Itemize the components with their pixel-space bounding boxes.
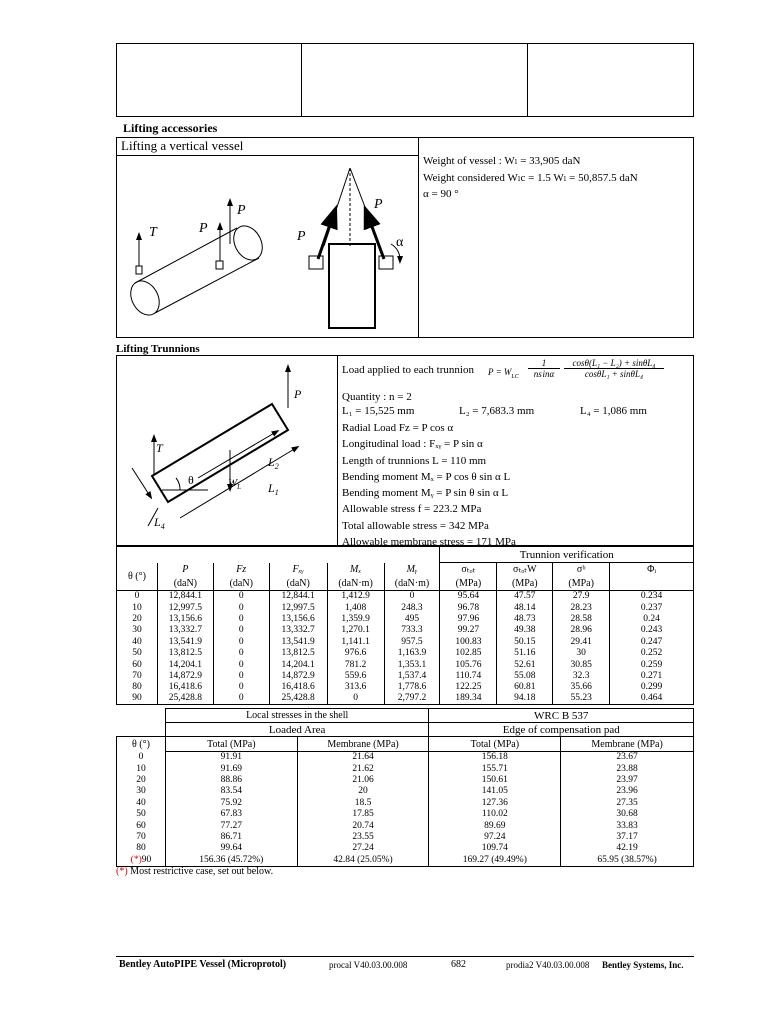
local-cell: 21.62 xyxy=(297,763,429,774)
trunnion-cell: 1,353.1 xyxy=(384,659,440,670)
table-row xyxy=(117,763,694,774)
table-row xyxy=(117,647,694,658)
local-cell: 156.18 xyxy=(429,752,561,763)
trunnion-cell: 0.243 xyxy=(610,625,694,636)
local-theta-header: θ (°) xyxy=(117,737,166,752)
L1-value: L₁ = 15,525 mm xyxy=(342,405,415,417)
local-cell: 17.85 xyxy=(297,808,429,819)
trunnion-cell: 0 xyxy=(213,602,269,613)
trunnion-cell: 13,541.9 xyxy=(269,636,327,647)
trunnion-cell: 0 xyxy=(384,591,440,602)
L2-value: L₂ = 7,683.3 mm xyxy=(459,405,535,417)
footer-page-number: 682 xyxy=(451,959,466,970)
table-row xyxy=(117,682,694,693)
trunnion-unit-1: (daN) xyxy=(157,577,213,591)
table-row xyxy=(117,774,694,785)
trunnion-cell: 12,844.1 xyxy=(269,591,327,602)
trunnion-cell: 733.3 xyxy=(384,625,440,636)
trunnion-cell: 0.259 xyxy=(610,659,694,670)
trunnion-cell: 781.2 xyxy=(327,659,384,670)
local-cell: 20 xyxy=(297,786,429,797)
table-row xyxy=(117,602,694,613)
local-cell: 91.69 xyxy=(165,763,297,774)
trunnion-cell: 40 xyxy=(132,636,142,647)
trunnion-cell: 50.15 xyxy=(497,636,553,647)
local-cell-theta-90 xyxy=(117,854,166,866)
trunnion-cell: 28.23 xyxy=(553,602,610,613)
trunnion-cell: 20 xyxy=(132,613,142,624)
trunnion-cell: 51.16 xyxy=(497,647,553,658)
trunnion-cell: 60 xyxy=(132,659,142,670)
local-cell: 141.05 xyxy=(429,786,561,797)
trunnion-cell: 1,778.6 xyxy=(384,682,440,693)
trunnion-unit-8: (MPa) xyxy=(553,577,610,591)
trunnion-cell: 14,204.1 xyxy=(157,659,213,670)
trunnion-cell: 0 xyxy=(213,613,269,624)
trunnion-unit-5: (daN·m) xyxy=(384,577,440,591)
trunnion-cell: 105.76 xyxy=(440,659,497,670)
quantity: Quantity : n = 2 xyxy=(342,391,412,403)
tr-label-P: P xyxy=(294,387,302,401)
local-cell: 88.86 xyxy=(165,774,297,785)
trunnion-cell: 1,537.4 xyxy=(384,670,440,681)
table-row xyxy=(117,693,694,704)
table-row xyxy=(117,820,694,831)
trunnion-cell: 28.58 xyxy=(553,613,610,624)
load-applied-label: Load applied to each trunnion xyxy=(342,364,474,376)
bending-moment-y: Bending moment Mᵧ = P sin θ sin α L xyxy=(342,487,509,500)
trunnion-cell: 13,812.5 xyxy=(269,647,327,658)
theta-90: 90 xyxy=(141,854,152,865)
local-cell: 156.36 (45.72%) xyxy=(165,854,297,866)
total-allowable-stress: Total allowable stress = 342 MPa xyxy=(342,519,489,532)
table-row xyxy=(117,659,694,670)
col-membrane-loaded: Membrane (MPa) xyxy=(297,737,429,752)
section-title-lifting-accessories: Lifting accessories xyxy=(123,121,218,135)
trunnion-cell: 0.237 xyxy=(610,602,694,613)
trunnion-cell: 50 xyxy=(132,648,142,659)
col-membrane-edge: Membrane (MPa) xyxy=(561,737,694,752)
trunnion-verification-header: Trunnion verification xyxy=(440,547,694,563)
local-cell: 23.97 xyxy=(561,774,694,785)
trunnion-cell: 16,418.6 xyxy=(157,682,213,693)
trunnion-cell: 49.38 xyxy=(497,625,553,636)
trunnion-cell: 0 xyxy=(327,693,384,704)
allowable-membrane-stress: Allowable membrane stress = 171 MPa xyxy=(342,536,516,549)
formula-lhs: P = W xyxy=(488,367,512,377)
col-total-loaded: Total (MPa) xyxy=(165,737,297,752)
trunnion-cell: 0 xyxy=(213,625,269,636)
vessel-weight-considered: Weight considered Wₗc = 1.5 Wₗ = 50,857.5 daN xyxy=(423,171,638,184)
trunnion-unit-6: (MPa) xyxy=(440,577,497,591)
trunnion-cell: 97.96 xyxy=(440,613,497,624)
trunnion-cell: 0.247 xyxy=(610,636,694,647)
trunnion-cell: 25,428.8 xyxy=(157,693,213,704)
wrc-header: WRC B 537 xyxy=(429,709,694,723)
local-cell: 30 xyxy=(117,786,166,797)
trunnion-header-3: Fₓᵧ xyxy=(269,563,327,577)
trunnion-cell: 1,408 xyxy=(327,602,384,613)
frac2-num: cosθ(L₁ − L₂) + sinθL₄ xyxy=(564,358,664,369)
table-row xyxy=(117,797,694,808)
local-cell: 169.27 (49.49%) xyxy=(429,854,561,866)
vessel-info xyxy=(423,153,638,203)
trunnion-header-4: Mₓ xyxy=(327,563,384,577)
vessel-subtitle: Lifting a vertical vessel xyxy=(121,138,244,153)
footer-rule xyxy=(116,956,694,957)
frac1-den: ns inα xyxy=(533,369,555,379)
trunnion-cell: 0.234 xyxy=(610,591,694,602)
footer-right: Bentley Systems, Inc. xyxy=(602,960,684,970)
local-cell: 67.83 xyxy=(165,808,297,819)
local-cell: 127.36 xyxy=(429,797,561,808)
local-cell: 97.24 xyxy=(429,831,561,842)
trunnion-cell: 30 xyxy=(132,625,142,636)
trunnion-cell: 0 xyxy=(213,693,269,704)
trunnion-unit-4: (daN·m) xyxy=(327,577,384,591)
trunnion-cell: 96.78 xyxy=(440,602,497,613)
trunnion-cell: 55.08 xyxy=(497,670,553,681)
trunnion-cell: 13,332.7 xyxy=(157,625,213,636)
trunnion-cell: 90 xyxy=(132,693,142,704)
local-cell: 83.54 xyxy=(165,786,297,797)
trunnion-cell: 12,997.5 xyxy=(157,602,213,613)
trunnion-cell: 248.3 xyxy=(384,602,440,613)
trunnion-cell: 976.6 xyxy=(327,647,384,658)
trunnion-header-6: σₜₒₜ xyxy=(440,563,497,577)
trunnion-header-9: Φᵢ xyxy=(610,563,694,577)
local-cell: 40 xyxy=(117,797,166,808)
trunnion-cell: 55.23 xyxy=(553,693,610,704)
trunnion-divider xyxy=(337,355,338,546)
note-text: Most restrictive case, set out below. xyxy=(127,866,274,877)
local-cell: 50 xyxy=(117,808,166,819)
trunnion-cell: 0.252 xyxy=(610,647,694,658)
local-cell: 0 xyxy=(117,752,166,763)
trunnion-cell: 48.14 xyxy=(497,602,553,613)
local-cell: 18.5 xyxy=(297,797,429,808)
table-row xyxy=(117,752,694,763)
col-total-edge: Total (MPa) xyxy=(429,737,561,752)
tr-label-T: T xyxy=(156,441,163,455)
tr-label-L2: $L_2$ xyxy=(268,455,279,471)
trunnion-cell: 13,332.7 xyxy=(269,625,327,636)
allowable-stress: Allowable stress f = 223.2 MPa xyxy=(342,503,482,516)
trunnion-cell: 48.73 xyxy=(497,613,553,624)
trunnion-cell: 100.83 xyxy=(440,636,497,647)
trunnion-cell: 1,141.1 xyxy=(327,636,384,647)
trunnion-header-5: Mᵧ xyxy=(384,563,440,577)
longitudinal-load: Longitudinal load : Fₓᵧ = P sin α xyxy=(342,438,483,451)
header-box-left xyxy=(116,43,302,117)
trunnion-cell: 27.9 xyxy=(553,591,610,602)
local-cell: 89.69 xyxy=(429,820,561,831)
trunnion-cell: 16,418.6 xyxy=(269,682,327,693)
trunnion-cell: 70 xyxy=(132,670,142,681)
trunnion-header-2: Fᴢ xyxy=(213,563,269,577)
table-row xyxy=(117,636,694,647)
trunnion-cell: 2,797.2 xyxy=(384,693,440,704)
tr-label-theta: θ xyxy=(188,473,194,487)
trunnion-cell: 0 xyxy=(213,647,269,658)
table-row xyxy=(117,670,694,681)
label-P1: P xyxy=(199,221,208,236)
trunnion-cell: 0 xyxy=(213,591,269,602)
trunnion-length: Length of trunnions L = 110 mm xyxy=(342,454,487,467)
restrictive-note xyxy=(116,866,273,877)
local-cell: 20 xyxy=(117,774,166,785)
local-cell: 75.92 xyxy=(165,797,297,808)
tr-label-WL: $W_L$ xyxy=(228,477,242,491)
trunnion-cell: 189.34 xyxy=(440,693,497,704)
trunnion-cell: 30 xyxy=(553,647,610,658)
table-row xyxy=(117,843,694,854)
local-cell: 99.64 xyxy=(165,843,297,854)
local-cell: 110.02 xyxy=(429,808,561,819)
lifting-figure xyxy=(117,156,417,337)
table-row xyxy=(117,613,694,624)
trunnion-cell: 60.81 xyxy=(497,682,553,693)
frac1-num: 1 xyxy=(528,358,560,369)
trunnion-cell: 32.3 xyxy=(553,670,610,681)
footer-procal: procal V40.03.00.008 xyxy=(329,960,408,970)
local-cell: 42.19 xyxy=(561,843,694,854)
local-stresses-table xyxy=(116,708,694,867)
vessel-weight: Weight of vessel : Wₗ = 33,905 daN xyxy=(423,155,581,167)
tr-label-L4: $L_4$ xyxy=(154,515,165,531)
local-cell: 91.91 xyxy=(165,752,297,763)
table-row xyxy=(117,831,694,842)
formula-frac2 xyxy=(564,358,664,379)
local-cell: 27.24 xyxy=(297,843,429,854)
local-cell: 109.74 xyxy=(429,843,561,854)
tr-label-L1: $L_1$ xyxy=(268,481,279,497)
local-cell: 21.64 xyxy=(297,752,429,763)
loaded-area-header: Loaded Area xyxy=(165,723,429,737)
trunnion-cell: 80 xyxy=(132,682,142,693)
footer-prodia: prodia2 V40.03.00.008 xyxy=(506,960,590,970)
trunnion-cell: 1,163.9 xyxy=(384,647,440,658)
bending-moment-x: Bending moment Mₓ = P cos θ sin α L xyxy=(342,470,511,483)
local-cell: 20.74 xyxy=(297,820,429,831)
trunnion-cell: 13,156.6 xyxy=(269,613,327,624)
trunnion-cell: 95.64 xyxy=(440,591,497,602)
trunnion-cell: 0 xyxy=(213,682,269,693)
trunnion-unit-3: (daN) xyxy=(269,577,327,591)
trunnion-cell: 12,997.5 xyxy=(269,602,327,613)
trunnion-cell: 14,872.9 xyxy=(269,670,327,681)
trunnion-figure xyxy=(118,358,336,544)
local-cell: 80 xyxy=(117,843,166,854)
trunnion-cell: 94.18 xyxy=(497,693,553,704)
formula-frac1 xyxy=(528,358,560,379)
section-title-lifting-trunnions: Lifting Trunnions xyxy=(116,343,200,355)
trunnion-cell: 13,541.9 xyxy=(157,636,213,647)
vessel-alpha: α = 90 ° xyxy=(423,188,459,201)
label-P4: P xyxy=(374,197,383,212)
local-cell: 150.61 xyxy=(429,774,561,785)
trunnion-unit-7: (MPa) xyxy=(497,577,553,591)
local-cell: 60 xyxy=(117,820,166,831)
label-T: T xyxy=(149,225,157,240)
local-cell: 86.71 xyxy=(165,831,297,842)
frac2-den: cosθL₁ + sinθL₄ xyxy=(584,369,644,379)
local-stresses-title: Local stresses in the shell xyxy=(165,709,429,723)
trunnion-cell: 14,872.9 xyxy=(157,670,213,681)
local-cell: 23.67 xyxy=(561,752,694,763)
note-mark: (*) xyxy=(116,866,128,877)
vessel-divider xyxy=(418,137,419,338)
local-cell: 155.71 xyxy=(429,763,561,774)
header-box-middle xyxy=(301,43,528,117)
local-cell: 37.17 xyxy=(561,831,694,842)
trunnion-header-1: P xyxy=(157,563,213,577)
table-row-last xyxy=(117,854,694,866)
trunnion-cell: 313.6 xyxy=(327,682,384,693)
trunnion-cell: 1,359.9 xyxy=(327,613,384,624)
local-cell: 42.84 (25.05%) xyxy=(297,854,429,866)
trunnion-cell: 0.24 xyxy=(610,613,694,624)
trunnion-cell: 14,204.1 xyxy=(269,659,327,670)
table-row xyxy=(117,786,694,797)
trunnion-cell: 0.271 xyxy=(610,670,694,681)
trunnion-cell: 1,270.1 xyxy=(327,625,384,636)
trunnion-cell: 35.66 xyxy=(553,682,610,693)
trunnion-lines xyxy=(342,420,516,550)
trunnion-cell: 559.6 xyxy=(327,670,384,681)
label-P3: P xyxy=(297,229,306,244)
trunnion-cell: 47.57 xyxy=(497,591,553,602)
local-cell: 10 xyxy=(117,763,166,774)
trunnion-cell: 28.96 xyxy=(553,625,610,636)
trunnion-cell: 1,412.9 xyxy=(327,591,384,602)
trunnion-cell: 102.85 xyxy=(440,647,497,658)
trunnion-cell: 13,156.6 xyxy=(157,613,213,624)
trunnion-unit-9 xyxy=(610,577,694,591)
local-cell: 65.95 (38.57%) xyxy=(561,854,694,866)
trunnion-cell: 0 xyxy=(213,670,269,681)
table-row xyxy=(117,625,694,636)
trunnion-cell: 0.299 xyxy=(610,682,694,693)
trunnion-cell: 10 xyxy=(132,602,142,613)
trunnion-cell: 99.27 xyxy=(440,625,497,636)
trunnion-verification-table xyxy=(116,546,694,705)
formula-sub: LC xyxy=(511,373,519,380)
trunnion-cell: 0 xyxy=(213,636,269,647)
local-cell: 30.68 xyxy=(561,808,694,819)
header-box-right xyxy=(527,43,694,117)
trunnion-cell: 13,812.5 xyxy=(157,647,213,658)
trunnion-cell: 495 xyxy=(384,613,440,624)
trunnion-cell: 122.25 xyxy=(440,682,497,693)
local-cell: 21.06 xyxy=(297,774,429,785)
L4-value: L₄ = 1,086 mm xyxy=(580,405,647,417)
trunnion-header-8: σᵇ xyxy=(553,563,610,577)
local-cell: 77.27 xyxy=(165,820,297,831)
restrictive-mark: (*) xyxy=(130,854,142,865)
vertical-vessel-drawing xyxy=(309,168,400,328)
trunnion-cell: 957.5 xyxy=(384,636,440,647)
trunnion-cell: 110.74 xyxy=(440,670,497,681)
local-cell: 70 xyxy=(117,831,166,842)
trunnion-cell: 25,428.8 xyxy=(269,693,327,704)
footer-left: Bentley AutoPIPE Vessel (Microprotol) xyxy=(119,959,287,970)
trunnion-header-0: θ (°) xyxy=(127,570,146,582)
trunnion-cell: 30.85 xyxy=(553,659,610,670)
trunnion-cell: 0.464 xyxy=(610,693,694,704)
trunnion-cell: 0 xyxy=(117,591,158,602)
local-cell: 23.55 xyxy=(297,831,429,842)
edge-pad-header: Edge of compensation pad xyxy=(429,723,694,737)
trunnion-cell: 29.41 xyxy=(553,636,610,647)
horizontal-vessel-drawing xyxy=(125,202,268,320)
label-alpha: α xyxy=(396,235,404,250)
local-cell: 23.96 xyxy=(561,786,694,797)
table-row xyxy=(117,808,694,819)
local-cell: 27.35 xyxy=(561,797,694,808)
trunnion-cell: 0 xyxy=(213,659,269,670)
table-row xyxy=(117,591,694,602)
local-cell: 23.88 xyxy=(561,763,694,774)
label-P2: P xyxy=(237,203,246,218)
radial-load: Radial Load Fᴢ = P cos α xyxy=(342,422,454,434)
trunnion-cell: 12,844.1 xyxy=(157,591,213,602)
trunnion-header-7: σₜₒₜW xyxy=(497,563,553,577)
local-cell: 33.83 xyxy=(561,820,694,831)
trunnion-unit-2: (daN) xyxy=(213,577,269,591)
trunnion-cell: 52.61 xyxy=(497,659,553,670)
